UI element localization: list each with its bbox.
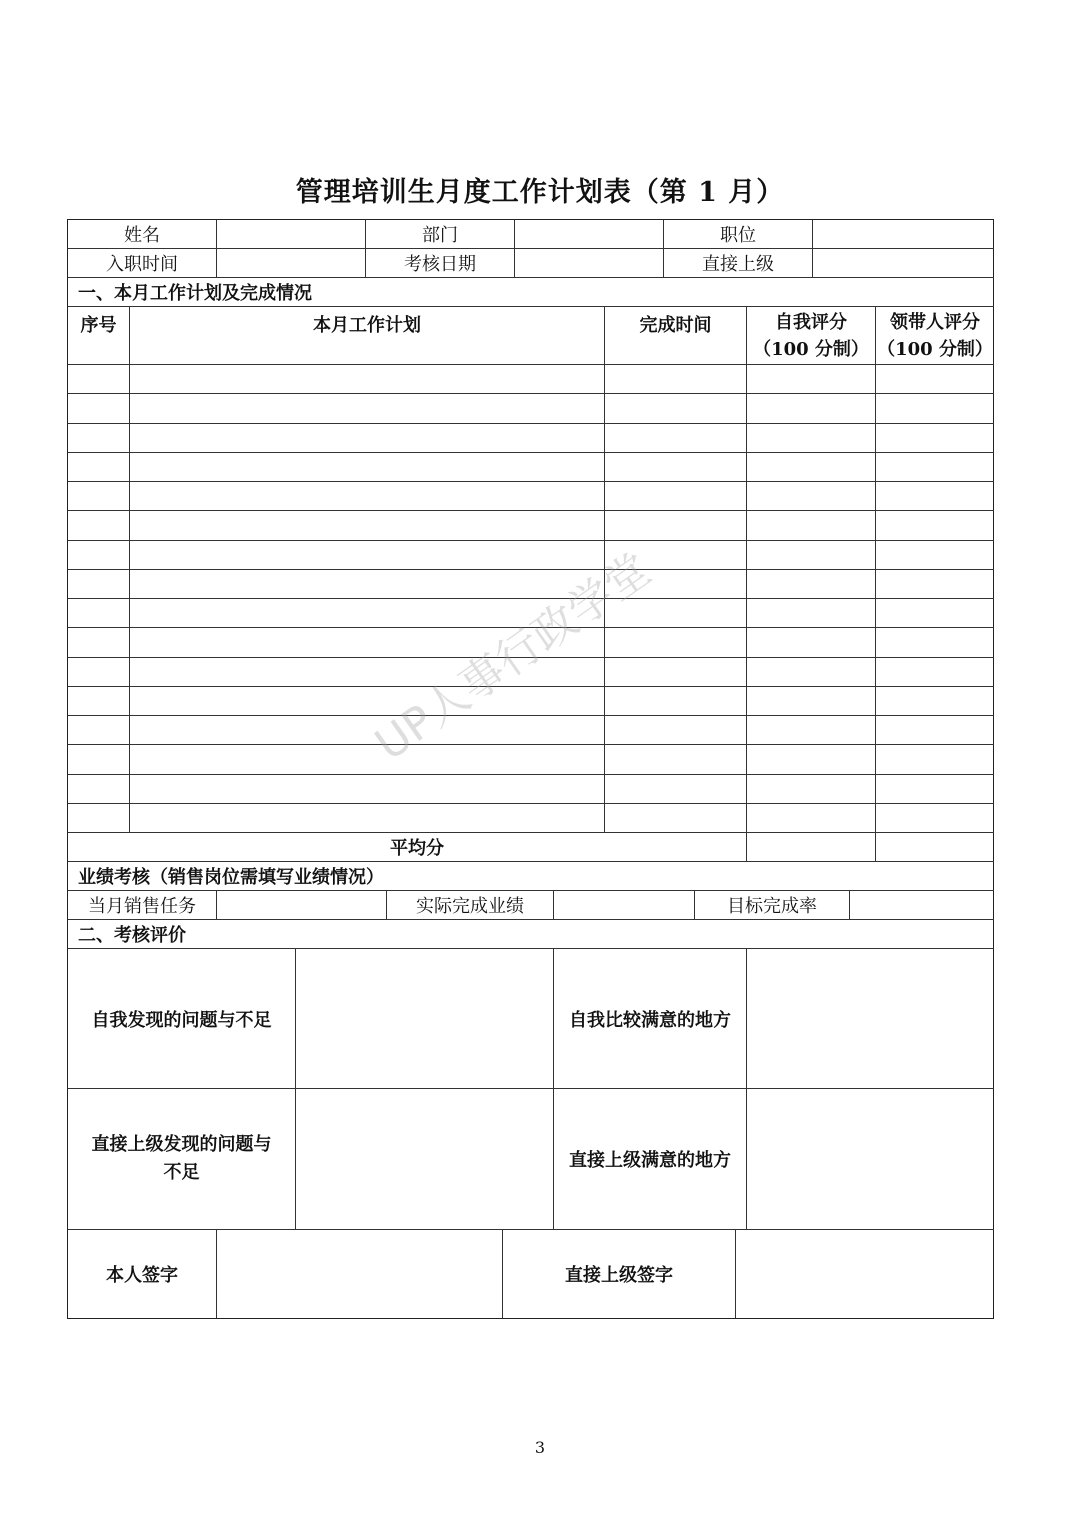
self-satisfied-label: 自我比较满意的地方 [554,949,747,1089]
col-plan-header: 本月工作计划 [130,307,605,365]
plan-self-score-cell[interactable] [747,687,876,716]
plan-leader-score-cell[interactable] [876,541,994,570]
section1-heading: 一、本月工作计划及完成情况 [68,278,994,307]
plan-leader-score-cell[interactable] [876,804,994,833]
work-plan-table [67,219,994,1319]
plan-time-cell[interactable] [605,482,747,511]
performance-heading: 业绩考核（销售岗位需填写业绩情况） [68,862,994,891]
col-leader-score-header [876,307,994,365]
plan-leader-score-cell[interactable] [876,687,994,716]
self-problems-field[interactable] [296,949,554,1089]
plan-time-cell[interactable] [605,365,747,394]
plan-leader-score-cell[interactable] [876,394,994,423]
self-signature-field[interactable] [217,1230,503,1318]
plan-no-cell[interactable] [68,628,130,657]
plan-leader-score-cell[interactable] [876,628,994,657]
average-leader-field[interactable] [876,833,994,862]
supervisor-signature-field[interactable] [736,1230,994,1318]
plan-text-cell[interactable] [130,687,605,716]
dept-field[interactable] [515,220,664,249]
section2-heading: 二、考核评价 [68,920,994,949]
plan-text-cell[interactable] [130,570,605,599]
page-title: 管理培训生月度工作计划表（第 1 月） [295,177,785,208]
plan-leader-score-cell[interactable] [876,570,994,599]
hire-date-field[interactable] [217,249,366,278]
plan-no-cell[interactable] [68,453,130,482]
self-satisfied-field[interactable] [747,949,994,1089]
plan-text-cell[interactable] [130,804,605,833]
plan-leader-score-cell[interactable] [876,453,994,482]
plan-self-score-cell[interactable] [747,394,876,423]
supervisor-label: 直接上级 [664,249,813,278]
plan-time-cell[interactable] [605,570,747,599]
plan-time-cell[interactable] [605,658,747,687]
plan-no-cell[interactable] [68,424,130,453]
dept-label: 部门 [366,220,515,249]
plan-self-score-cell[interactable] [747,482,876,511]
plan-time-cell[interactable] [605,628,747,657]
plan-time-cell[interactable] [605,424,747,453]
name-field[interactable] [217,220,366,249]
plan-time-cell[interactable] [605,394,747,423]
plan-self-score-cell[interactable] [747,745,876,774]
plan-no-cell[interactable] [68,745,130,774]
plan-time-cell[interactable] [605,599,747,628]
plan-self-score-cell[interactable] [747,424,876,453]
sales-task-label: 当月销售任务 [68,891,217,920]
col-no-header: 序号 [68,307,130,365]
plan-no-cell[interactable] [68,394,130,423]
plan-self-score-cell[interactable] [747,453,876,482]
plan-text-cell[interactable] [130,658,605,687]
plan-no-cell[interactable] [68,716,130,745]
review-date-label: 考核日期 [366,249,515,278]
plan-time-cell[interactable] [605,716,747,745]
plan-self-score-cell[interactable] [747,599,876,628]
plan-leader-score-cell[interactable] [876,424,994,453]
plan-no-cell[interactable] [68,804,130,833]
plan-text-cell[interactable] [130,628,605,657]
plan-time-cell[interactable] [605,804,747,833]
plan-leader-score-cell[interactable] [876,658,994,687]
col-self-score-sub: （100 分制） [753,338,869,360]
supervisor-problems-field[interactable] [296,1089,554,1230]
plan-time-cell[interactable] [605,775,747,804]
plan-leader-score-cell[interactable] [876,599,994,628]
plan-no-cell[interactable] [68,511,130,540]
supervisor-problems-label: 直接上级发现的问题与不足 [68,1089,296,1230]
supervisor-satisfied-label: 直接上级满意的地方 [554,1089,747,1230]
plan-text-cell[interactable] [130,482,605,511]
plan-text-cell[interactable] [130,365,605,394]
plan-leader-score-cell[interactable] [876,775,994,804]
plan-text-cell[interactable] [130,599,605,628]
plan-self-score-cell[interactable] [747,511,876,540]
plan-no-cell[interactable] [68,482,130,511]
plan-self-score-cell[interactable] [747,658,876,687]
rate-label: 目标完成率 [695,891,850,920]
hire-date-label: 入职时间 [68,249,217,278]
actual-label: 实际完成业绩 [387,891,554,920]
plan-no-cell[interactable] [68,658,130,687]
plan-no-cell[interactable] [68,599,130,628]
plan-text-cell[interactable] [130,541,605,570]
plan-time-cell[interactable] [605,541,747,570]
col-self-score-header [747,307,876,365]
plan-leader-score-cell[interactable] [876,482,994,511]
plan-time-cell[interactable] [605,745,747,774]
plan-self-score-cell[interactable] [747,804,876,833]
average-self-field[interactable] [747,833,876,862]
plan-self-score-cell[interactable] [747,628,876,657]
col-time-header: 完成时间 [605,307,747,365]
plan-self-score-cell[interactable] [747,570,876,599]
plan-text-cell[interactable] [130,453,605,482]
plan-leader-score-cell[interactable] [876,511,994,540]
page-number: 3 [534,1438,546,1457]
plan-text-cell[interactable] [130,511,605,540]
plan-text-cell[interactable] [130,775,605,804]
review-date-field[interactable] [515,249,664,278]
position-label: 职位 [664,220,813,249]
plan-no-cell[interactable] [68,541,130,570]
self-signature-label: 本人签字 [68,1230,217,1318]
plan-text-cell[interactable] [130,716,605,745]
col-leader-score-label: 领带人评分 [890,311,980,333]
plan-no-cell[interactable] [68,365,130,394]
name-label: 姓名 [68,220,217,249]
supervisor-field[interactable] [813,249,994,278]
plan-text-cell[interactable] [130,394,605,423]
plan-leader-score-cell[interactable] [876,745,994,774]
col-self-score-label: 自我评分 [775,311,847,333]
self-problems-label: 自我发现的问题与不足 [68,949,296,1089]
plan-self-score-cell[interactable] [747,716,876,745]
plan-self-score-cell[interactable] [747,541,876,570]
plan-time-cell[interactable] [605,687,747,716]
plan-text-cell[interactable] [130,424,605,453]
rate-field[interactable] [850,891,994,920]
plan-text-cell[interactable] [130,745,605,774]
plan-leader-score-cell[interactable] [876,716,994,745]
plan-no-cell[interactable] [68,570,130,599]
col-leader-score-sub: （100 分制） [877,338,993,360]
sales-task-field[interactable] [217,891,387,920]
position-field[interactable] [813,220,994,249]
actual-field[interactable] [554,891,695,920]
plan-no-cell[interactable] [68,775,130,804]
supervisor-satisfied-field[interactable] [747,1089,994,1230]
supervisor-signature-label: 直接上级签字 [503,1230,736,1318]
plan-self-score-cell[interactable] [747,775,876,804]
plan-self-score-cell[interactable] [747,365,876,394]
plan-no-cell[interactable] [68,687,130,716]
average-label: 平均分 [68,833,747,862]
plan-time-cell[interactable] [605,453,747,482]
plan-time-cell[interactable] [605,511,747,540]
plan-leader-score-cell[interactable] [876,365,994,394]
watermark: UP人事行政学堂 [366,543,660,771]
